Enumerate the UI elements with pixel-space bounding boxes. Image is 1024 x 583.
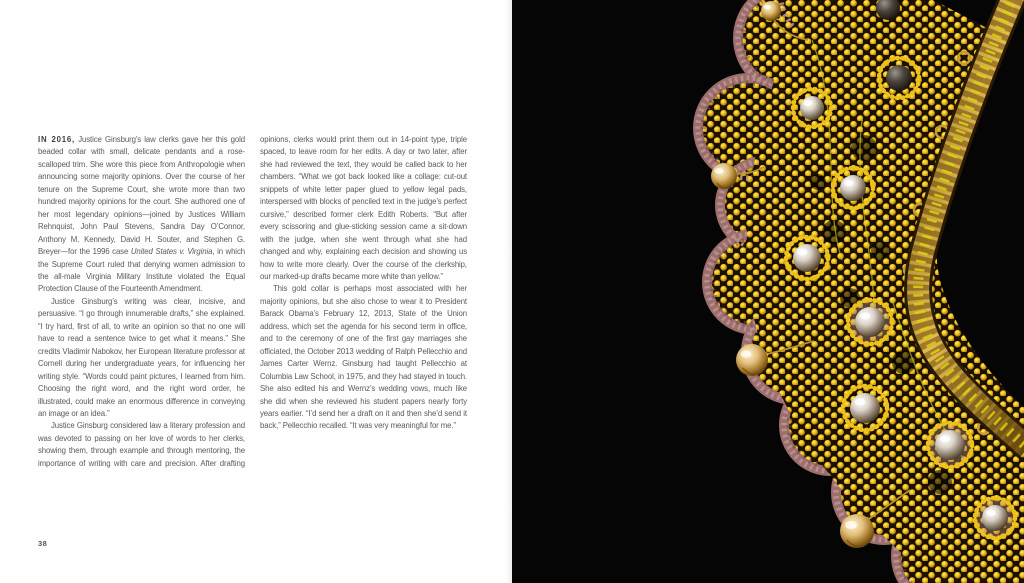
paragraph-lead-in: IN 2016,	[38, 135, 76, 144]
paragraph-text: Justice Ginsburg’s law clerks gave her this gold beaded collar with small, delicate pendants and a rose-scalloped trim. She wore this piece from Anthropologie when announcing some majority opinions. Over the course of her tenure on the Supreme Court, she wrote more than two hundred majority opinions for the court. She authored one of her most legendary opinions—joined by Justices William Rehnquist, John Paul Stevens, Sandra Day O’Connor, Anthony M. Kennedy, David H. Souter, and Stephen G. Breyer—for the 1996 case	[38, 135, 246, 257]
article-text-columns	[38, 134, 467, 476]
collar-photo	[512, 0, 1024, 583]
right-book-page	[512, 0, 1024, 583]
page-number: 38	[38, 539, 48, 548]
paragraph: Justice Ginsburg considered law a literary profession and was devoted to passing on her love of words to her clerks, showing them, through example and through mentoring, the importance of writing with care and precision. After drafting opinions, clerks would print them out in 14-point type, triple spaced, to leave room for her edits. A day or two later, after she had reviewed the text, they would be called back to her chambers. “What we got back looked like a collage: cut-out snippets of white letter paper glued to yellow legal pads, interspersed with blocks of penciled text in the judge’s perfect cursive,” described former clerk Edith Roberts. “But after every scissoring and glue-sticking session came a sit-down with the judge, when she went through what she had changed and why, explaining each decision and showing us how to write more clearly. Over the course of the clerkship, our marked-up drafts became more white than yellow.”	[38, 135, 467, 468]
paragraph	[38, 134, 245, 296]
paragraph-text: , in which the Supreme Court ruled that denying women admission to the all-male Virginia Military Institute violated the Equal Protection Clause of the Fourteenth Amendment.	[38, 247, 245, 294]
case-citation: United States v. Virginia	[130, 247, 213, 257]
paragraph: Justice Ginsburg’s writing was clear, incisive, and persuasive. “I go through innumerable drafts,” she explained. “I try hard, first of all, to write an opinion so that no one will have to read a sentence twice to get what it means.” She credits Vladimir Nabokov, her European literature professor at Cornell during her undergraduate years, for influencing her writing style. “Words could paint pictures, I learned from him. Choosing the right word, and the right word order, he illustrated, could make an enormous difference in conveying an image or an idea.”	[38, 296, 245, 418]
paragraph: This gold collar is perhaps most associated with her majority opinions, but she also chose to wear it to President Barack Obama’s February 12, 2013, State of the Union address, which set the agenda for his second term in office, and to the ceremony of one of the first gay marriages she officiated, the October 2013 wedding of Ralph Pellecchio and James Carter Wernz. Ginsburg had taught Pellecchio at Columbia Law School, in 1975, and they had stayed in touch. She also edited his and Wernz’s wedding vows, much like she did when she reviewed his student papers nearly forty years earlier. “I’d send her a draft on it and then she’d send it back,” Pellecchio recalled. “It was very meaningful for me.”	[260, 284, 467, 431]
